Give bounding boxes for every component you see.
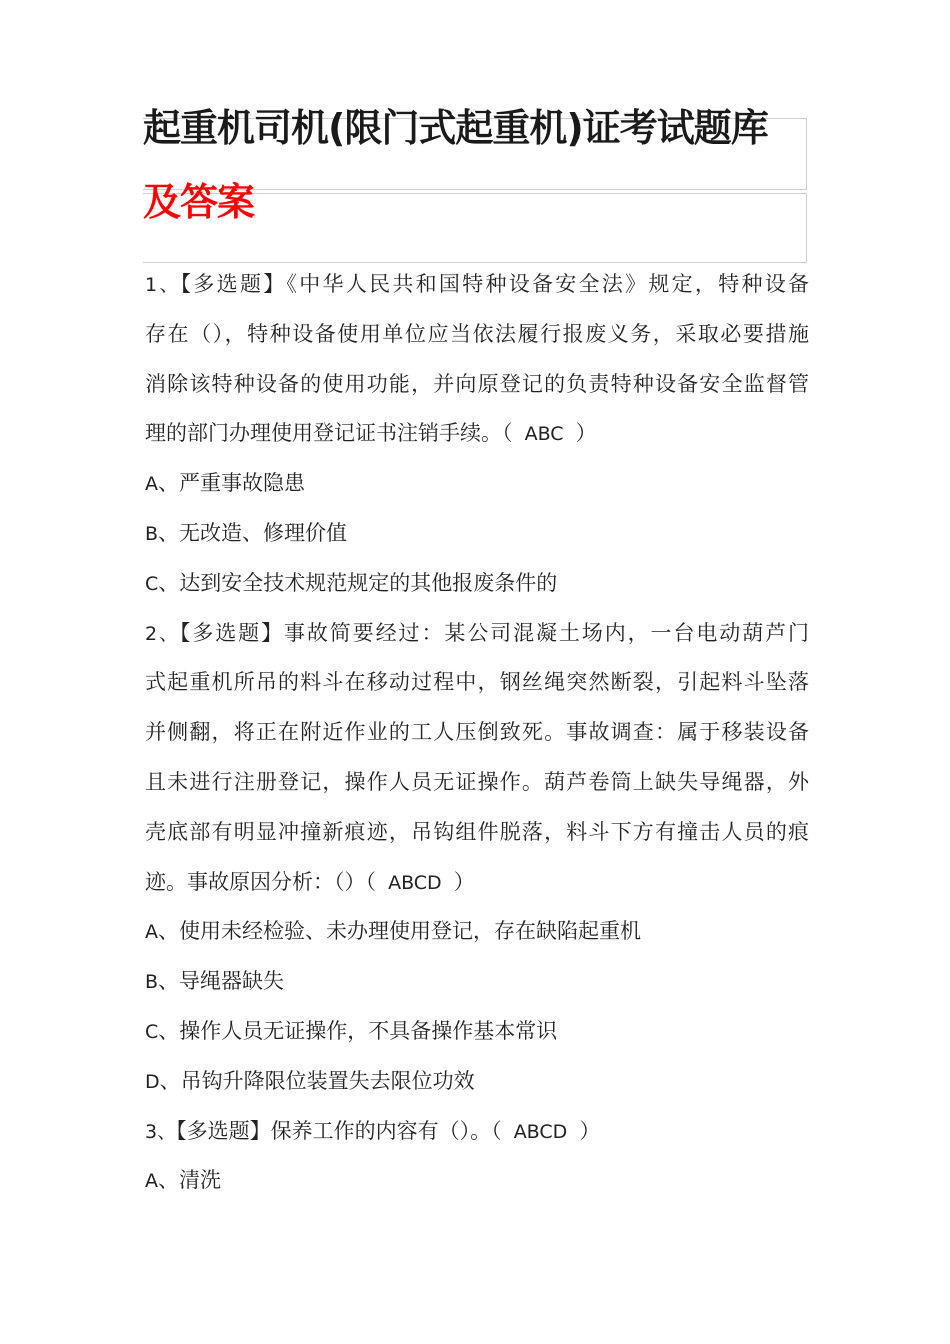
option-c: C、达到安全技术规范规定的其他报废条件的 — [145, 570, 558, 595]
answer-key: ABC — [524, 423, 564, 446]
question-list — [145, 260, 809, 1206]
question-1-line-1 — [145, 260, 809, 310]
answer-key: ABCD — [388, 871, 442, 894]
question-number: 2、 — [145, 622, 180, 645]
question-text: 理的部门办理使用登记证书注销手续。（ — [145, 421, 513, 446]
document-title-line-1: 起重机司机(限门式起重机)证考试题库 — [143, 106, 768, 150]
option-a: A、严重事故隐患 — [145, 471, 305, 496]
question-type: 【多选题】 — [176, 1118, 271, 1143]
question-type: 【多选题】 — [179, 620, 284, 645]
option-b: B、导绳器缺失 — [145, 969, 285, 994]
question-1-line-2 — [145, 310, 809, 360]
answer-close: ） — [575, 421, 597, 446]
question-1-line-4 — [145, 409, 809, 459]
answer-key: ABCD — [513, 1120, 568, 1143]
question-text: 《中华人民共和国特种设备安全法》规定，特种设备 — [286, 272, 810, 296]
question-2-line-1 — [145, 609, 809, 659]
question-text: 消除该特种设备的使用功能，并向原登记的负责特种设备安全监督管 — [145, 371, 809, 396]
question-2-line-4 — [145, 758, 809, 808]
question-text: 且未进行注册登记，操作人员无证操作。葫芦卷筒上缺失导绳器，外 — [145, 769, 809, 794]
question-type: 【多选题】 — [180, 272, 287, 296]
question-text: 存在（），特种设备使用单位应当依法履行报废义务，采取必要措施 — [145, 321, 809, 346]
question-number: 1、 — [145, 274, 181, 296]
question-2-line-3 — [145, 708, 809, 758]
question-text: 并侧翻，将正在附近作业的工人压倒致死。事故调查：属于移装设备 — [145, 720, 809, 745]
question-2-line-6 — [145, 858, 809, 908]
question-3-line-1 — [145, 1107, 809, 1157]
question-text: 迹。事故原因分析：（）（ — [145, 869, 376, 894]
option-a: A、使用未经检验、未办理使用登记，存在缺陷起重机 — [145, 919, 641, 944]
option-d: D、吊钩升降限位装置失去限位功效 — [145, 1068, 475, 1093]
question-text: 式起重机所吊的料斗在移动过程中，钢丝绳突然断裂，引起料斗坠落 — [145, 670, 809, 695]
question-1-line-3 — [145, 360, 809, 410]
option-b: B、无改造、修理价值 — [145, 520, 348, 545]
question-text: 事故简要经过：某公司混凝土场内，一台电动葫芦门 — [283, 620, 810, 645]
answer-close: ） — [579, 1118, 601, 1143]
document-title-line-2: 及答案 — [143, 180, 255, 224]
answer-close: ） — [453, 869, 475, 894]
question-number: 3、 — [145, 1120, 177, 1143]
option-c: C、操作人员无证操作，不具备操作基本常识 — [145, 1018, 558, 1043]
question-text: 壳底部有明显冲撞新痕迹，吊钩组件脱落，料斗下方有撞击人员的痕 — [145, 819, 809, 844]
question-text: 保养工作的内容有（）。（ — [270, 1118, 502, 1143]
question-2-line-5 — [145, 808, 809, 858]
question-2-line-2 — [145, 658, 809, 708]
option-a: A、清洗 — [145, 1168, 221, 1193]
